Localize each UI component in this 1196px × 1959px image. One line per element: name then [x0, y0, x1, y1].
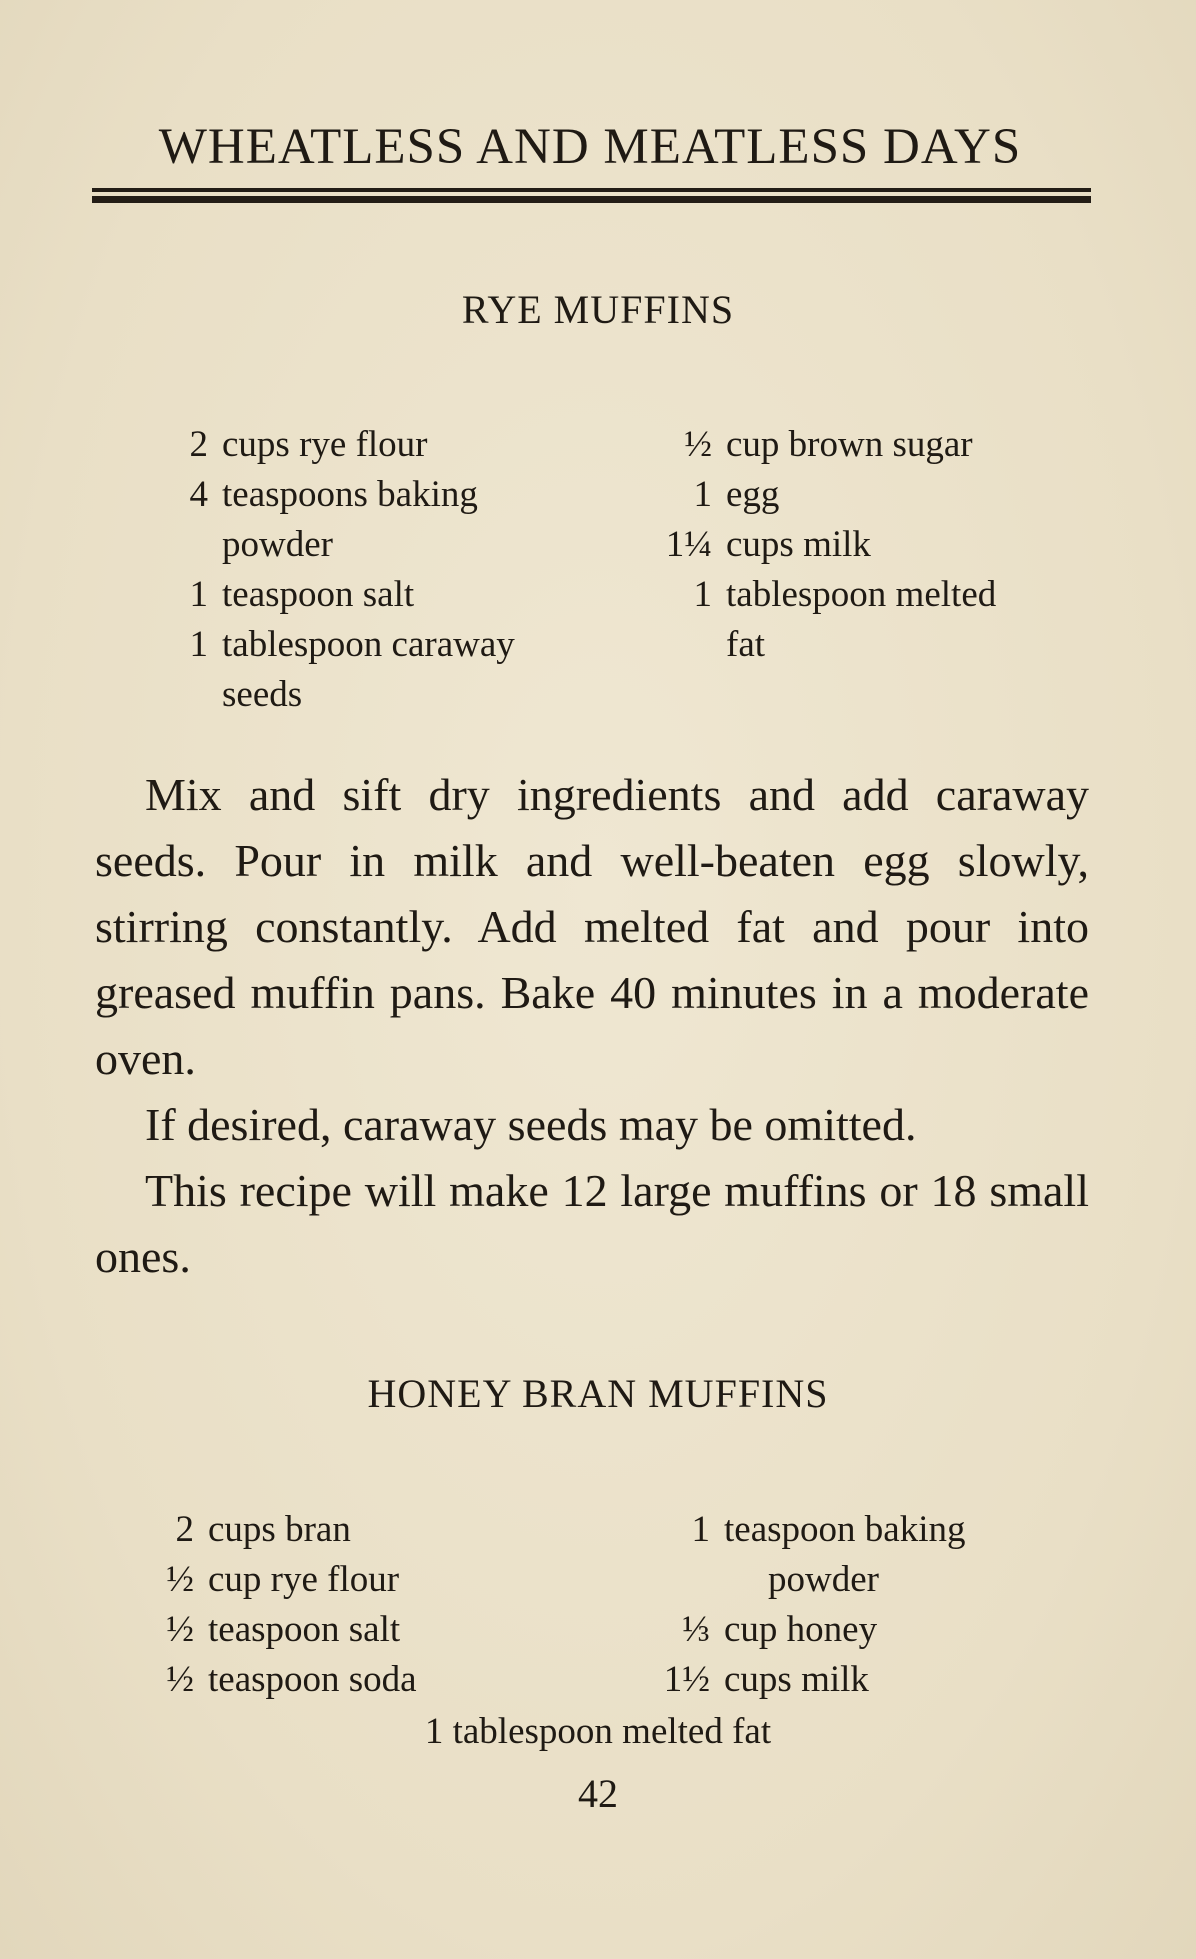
ingredient-text: cup honey	[724, 1609, 878, 1650]
ingredient-item	[150, 1555, 417, 1605]
ingredient-qty: ⅓	[682, 1609, 710, 1650]
ingredient-item	[150, 620, 515, 670]
rye-instructions-paragraph: Mix and sift dry ingredients and add caraway seeds. Pour in milk and well-beaten egg slowly, stirring constantly. Add melted fat and pour into greased muffin pans. Bake 40 minutes in a moderate oven.	[95, 769, 1089, 1084]
ingredient-qty: 1	[189, 624, 208, 665]
ingredient-text: teaspoon salt	[222, 574, 415, 615]
ingredient-text: cups rye flour	[222, 424, 428, 465]
ingredient-text: egg	[726, 474, 780, 515]
ingredient-qty: 1	[189, 574, 208, 615]
ingredient-text: tablespoon melted	[726, 574, 997, 615]
ingredient-item	[150, 520, 515, 570]
ingredient-item	[150, 670, 515, 720]
ingredient-qty: 1	[424, 1711, 444, 1752]
ingredient-qty: ½	[166, 1659, 194, 1700]
ingredient-text: tablespoon caraway	[222, 624, 515, 665]
honey-bran-muffins-title: HONEY BRAN MUFFINS	[367, 1371, 829, 1416]
header-rule-thin	[92, 188, 1091, 192]
ingredient-text: cups bran	[208, 1509, 351, 1550]
ingredient-item	[630, 420, 996, 470]
ingredient-text: teaspoons baking	[222, 474, 478, 515]
ingredient-text: cups milk	[724, 1659, 869, 1700]
rye-muffins-title: RYE MUFFINS	[461, 287, 735, 332]
ingredient-item	[630, 620, 996, 670]
ingredient-qty: 1	[693, 474, 712, 515]
ingredient-text: powder	[768, 1559, 879, 1600]
ingredient-item	[150, 1605, 417, 1655]
rye-yield-paragraph: This recipe will make 12 large muffins or 18 small ones.	[95, 1165, 1089, 1282]
ingredient-item	[150, 420, 515, 470]
honey-ingredients-right	[628, 1505, 965, 1705]
page-number: 42	[578, 1771, 618, 1816]
ingredient-text: seeds	[222, 674, 303, 715]
ingredient-qty: 1	[693, 574, 712, 615]
ingredient-qty: 4	[189, 474, 208, 515]
honey-ingredient-centered	[0, 1707, 1196, 1757]
ingredient-text: teaspoon baking	[724, 1509, 966, 1550]
rye-ingredients-left	[150, 420, 515, 720]
ingredient-text: tablespoon melted fat	[452, 1711, 772, 1752]
ingredient-text: cup rye flour	[208, 1559, 400, 1600]
ingredient-item	[150, 570, 515, 620]
ingredient-qty: 2	[175, 1509, 194, 1550]
ingredient-text: cup brown sugar	[726, 424, 973, 465]
ingredient-item	[150, 1505, 417, 1555]
ingredient-text: teaspoon salt	[208, 1609, 401, 1650]
ingredient-item	[150, 1655, 417, 1705]
ingredient-qty: 2	[189, 424, 208, 465]
ingredient-item	[628, 1655, 965, 1705]
ingredient-item	[630, 570, 996, 620]
ingredient-item	[150, 470, 515, 520]
ingredient-item	[628, 1605, 965, 1655]
ingredient-text: cups milk	[726, 524, 871, 565]
ingredient-qty: ½	[166, 1609, 194, 1650]
rye-ingredients-right	[630, 420, 996, 670]
honey-ingredients-left	[150, 1505, 417, 1705]
header-rule-thick	[92, 196, 1091, 203]
ingredient-qty: 1	[691, 1509, 710, 1550]
ingredient-item	[628, 1505, 965, 1555]
ingredient-text: teaspoon soda	[208, 1659, 417, 1700]
ingredient-text: fat	[726, 624, 766, 665]
rye-note-paragraph: If desired, caraway seeds may be omitted.	[145, 1099, 917, 1150]
ingredient-qty: ½	[166, 1559, 194, 1600]
ingredient-qty: 1½	[663, 1659, 710, 1700]
ingredient-item	[628, 1555, 965, 1605]
ingredient-item	[630, 520, 996, 570]
running-head: WHEATLESS AND MEATLESS DAYS	[158, 119, 1022, 175]
ingredient-qty: 1¼	[665, 524, 712, 565]
ingredient-text: powder	[222, 524, 333, 565]
ingredient-qty: ½	[684, 424, 712, 465]
ingredient-item	[630, 470, 996, 520]
